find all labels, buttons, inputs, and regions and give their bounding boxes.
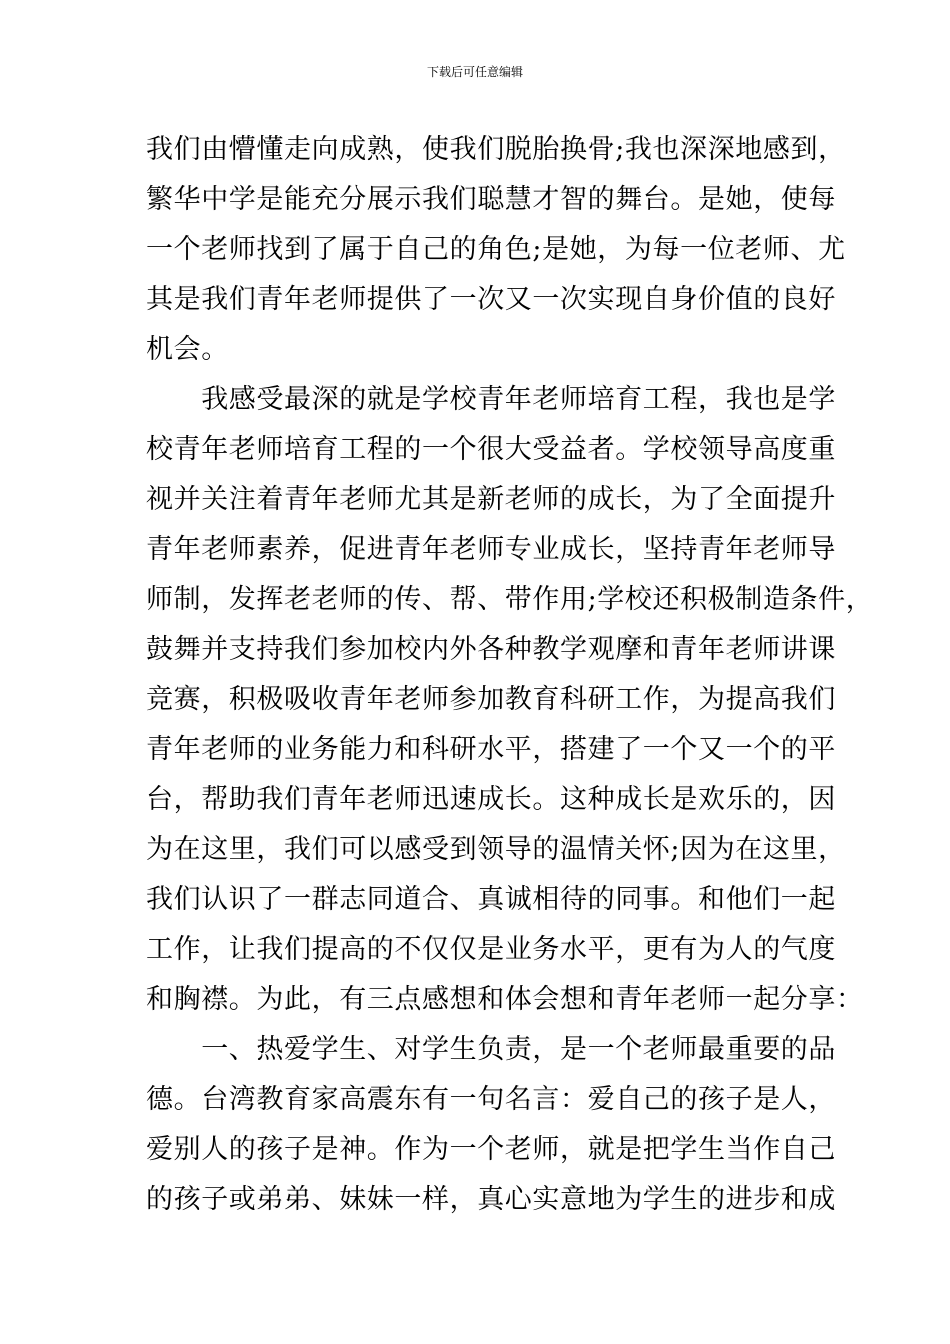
body-line: 青年老师素养，促进青年老师专业成长，坚持青年老师导 [146, 534, 836, 565]
body-line: 爱别人的孩子是神。作为一个老师，就是把学生当作自己 [146, 1134, 836, 1165]
body-line: 德。台湾教育家高震东有一句名言：爱自己的孩子是人， [146, 1084, 836, 1115]
body-line: 鼓舞并支持我们参加校内外各种教学观摩和青年老师讲课 [146, 634, 836, 665]
body-line: 其是我们青年老师提供了一次又一次实现自身价值的良好 [146, 284, 836, 315]
body-line: 视并关注着青年老师尤其是新老师的成长，为了全面提升 [146, 484, 836, 515]
body-line: 校青年老师培育工程的一个很大受益者。学校领导高度重 [146, 434, 836, 465]
body-line: 一、热爱学生、对学生负责，是一个老师最重要的品 [146, 1034, 836, 1065]
body-line: 我感受最深的就是学校青年老师培育工程，我也是学 [146, 384, 836, 415]
body-line: 我们由懵懂走向成熟，使我们脱胎换骨;我也深深地感到， [146, 134, 846, 165]
body-line: 台，帮助我们青年老师迅速成长。这种成长是欢乐的，因 [146, 784, 836, 815]
body-line: 竞赛，积极吸收青年老师参加教育科研工作，为提高我们 [146, 684, 836, 715]
body-line: 我们认识了一群志同道合、真诚相待的同事。和他们一起 [146, 884, 836, 915]
body-line: 和胸襟。为此，有三点感想和体会想和青年老师一起分享： [146, 984, 864, 1015]
body-line: 为在这里，我们可以感受到领导的温情关怀;因为在这里， [146, 834, 846, 865]
page-header-note: 下载后可任意编辑 [426, 65, 523, 79]
body-line: 繁华中学是能充分展示我们聪慧才智的舞台。是她，使每 [146, 184, 836, 215]
body-line: 的孩子或弟弟、妹妹一样，真心实意地为学生的进步和成 [146, 1184, 836, 1215]
body-line: 青年老师的业务能力和科研水平，搭建了一个又一个的平 [146, 734, 836, 765]
body-line: 机会。 [146, 334, 229, 365]
body-line: 一个老师找到了属于自己的角色;是她，为每一位老师、尤 [146, 234, 846, 265]
body-line: 师制，发挥老老师的传、帮、带作用;学校还积极制造条件， [146, 584, 874, 615]
body-line: 工作，让我们提高的不仅仅是业务水平，更有为人的气度 [146, 934, 836, 965]
